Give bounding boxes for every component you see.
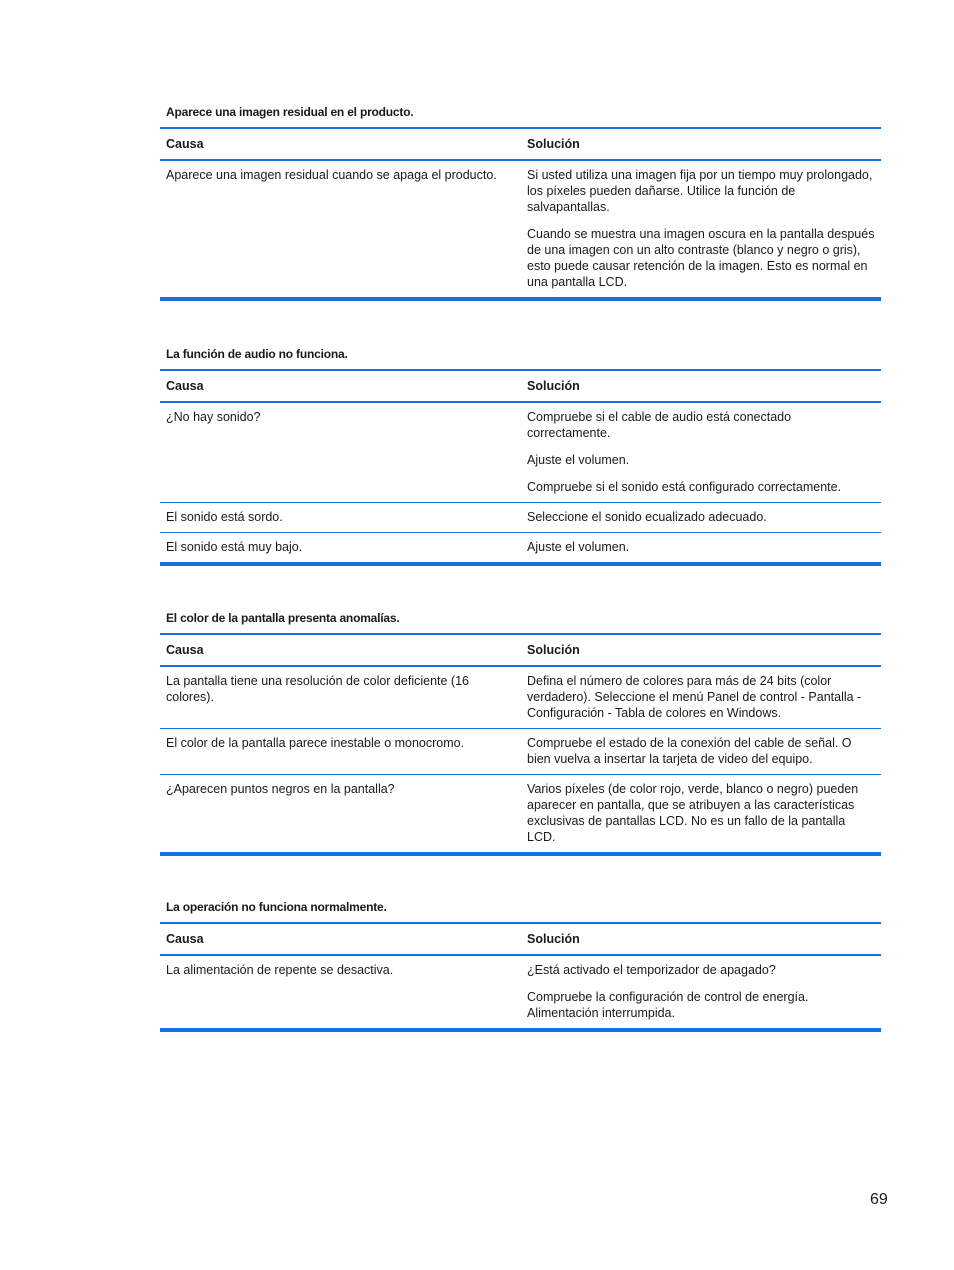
troubleshoot-table [160,369,881,566]
solution-cell [521,402,881,503]
troubleshoot-section-operation [160,899,881,1032]
solution-text: Cuando se muestra una imagen oscura en la pantalla después de una imagen con un alto contraste (blanco y negro o gris), esto puede causar retención de la imagen. Esto es normal en una pantalla LCD. [527,227,875,289]
table-row [160,729,881,775]
troubleshoot-section-residual-image [160,104,881,301]
table-row [160,160,881,299]
solution-cell [521,666,881,729]
table-row [160,775,881,855]
header-solution: Solución [521,128,881,160]
header-solution: Solución [521,634,881,666]
cause-cell: La alimentación de repente se desactiva. [160,955,521,1030]
troubleshoot-section-color [160,610,881,856]
cause-cell: ¿No hay sonido? [160,402,521,503]
solution-text: Ajuste el volumen. [527,453,630,467]
solution-text: Compruebe el estado de la conexión del cable de señal. O bien vuelva a insertar la tarjeta de video del equipo. [527,736,852,766]
solution-text: Varios píxeles (de color rojo, verde, blanco o negro) pueden aparecer en pantalla, que se atribuyen a las características exclusivas de pantallas LCD. No es un fallo de la pantalla LCD. [527,782,859,844]
solution-text: Compruebe si el cable de audio está conectado correctamente. [527,410,792,440]
section-title: El color de la pantalla presenta anomalías. [166,611,400,625]
solution-cell [521,955,881,1030]
section-title: La función de audio no funciona. [166,347,348,361]
troubleshoot-table [160,127,881,301]
header-cause: Causa [160,634,521,666]
cause-cell: La pantalla tiene una resolución de color deficiente (16 colores). [160,666,521,729]
solution-cell [521,729,881,775]
header-solution: Solución [521,923,881,955]
header-cause: Causa [160,923,521,955]
table-row [160,955,881,1030]
solution-cell [521,533,881,565]
cause-cell: ¿Aparecen puntos negros en la pantalla? [160,775,521,855]
table-row [160,533,881,565]
solution-cell [521,503,881,533]
solution-text: Compruebe la configuración de control de energía. Alimentación interrumpida. [527,990,809,1020]
cause-cell: Aparece una imagen residual cuando se apaga el producto. [160,160,521,299]
table-header-row [160,128,881,160]
troubleshoot-table [160,922,881,1032]
solution-text: Defina el número de colores para más de 24 bits (color verdadero). Seleccione el menú Panel de control - Pantalla - Configuración - Tabla de colores en Windows. [527,674,862,720]
header-solution: Solución [521,370,881,402]
solution-text: Compruebe si el sonido está configurado correctamente. [527,480,842,494]
table-header-row [160,923,881,955]
troubleshoot-section-audio [160,346,881,566]
solution-text: ¿Está activado el temporizador de apagado? [527,963,776,977]
section-title: Aparece una imagen residual en el producto. [166,105,414,119]
cause-cell: El color de la pantalla parece inestable o monocromo. [160,729,521,775]
solution-text: Si usted utiliza una imagen fija por un tiempo muy prolongado, los píxeles pueden dañarse. Utilice la función de salvapantallas. [527,168,873,214]
solution-text: Seleccione el sonido ecualizado adecuado. [527,510,767,524]
table-row [160,666,881,729]
cause-cell: El sonido está sordo. [160,503,521,533]
table-header-row [160,634,881,666]
header-cause: Causa [160,128,521,160]
header-cause: Causa [160,370,521,402]
solution-text: Ajuste el volumen. [527,540,630,554]
table-row [160,503,881,533]
cause-cell: El sonido está muy bajo. [160,533,521,565]
section-title: La operación no funciona normalmente. [166,900,387,914]
troubleshoot-table [160,633,881,856]
page-number: 69 [870,1191,888,1208]
solution-cell [521,775,881,855]
solution-cell [521,160,881,299]
table-row [160,402,881,503]
table-header-row [160,370,881,402]
